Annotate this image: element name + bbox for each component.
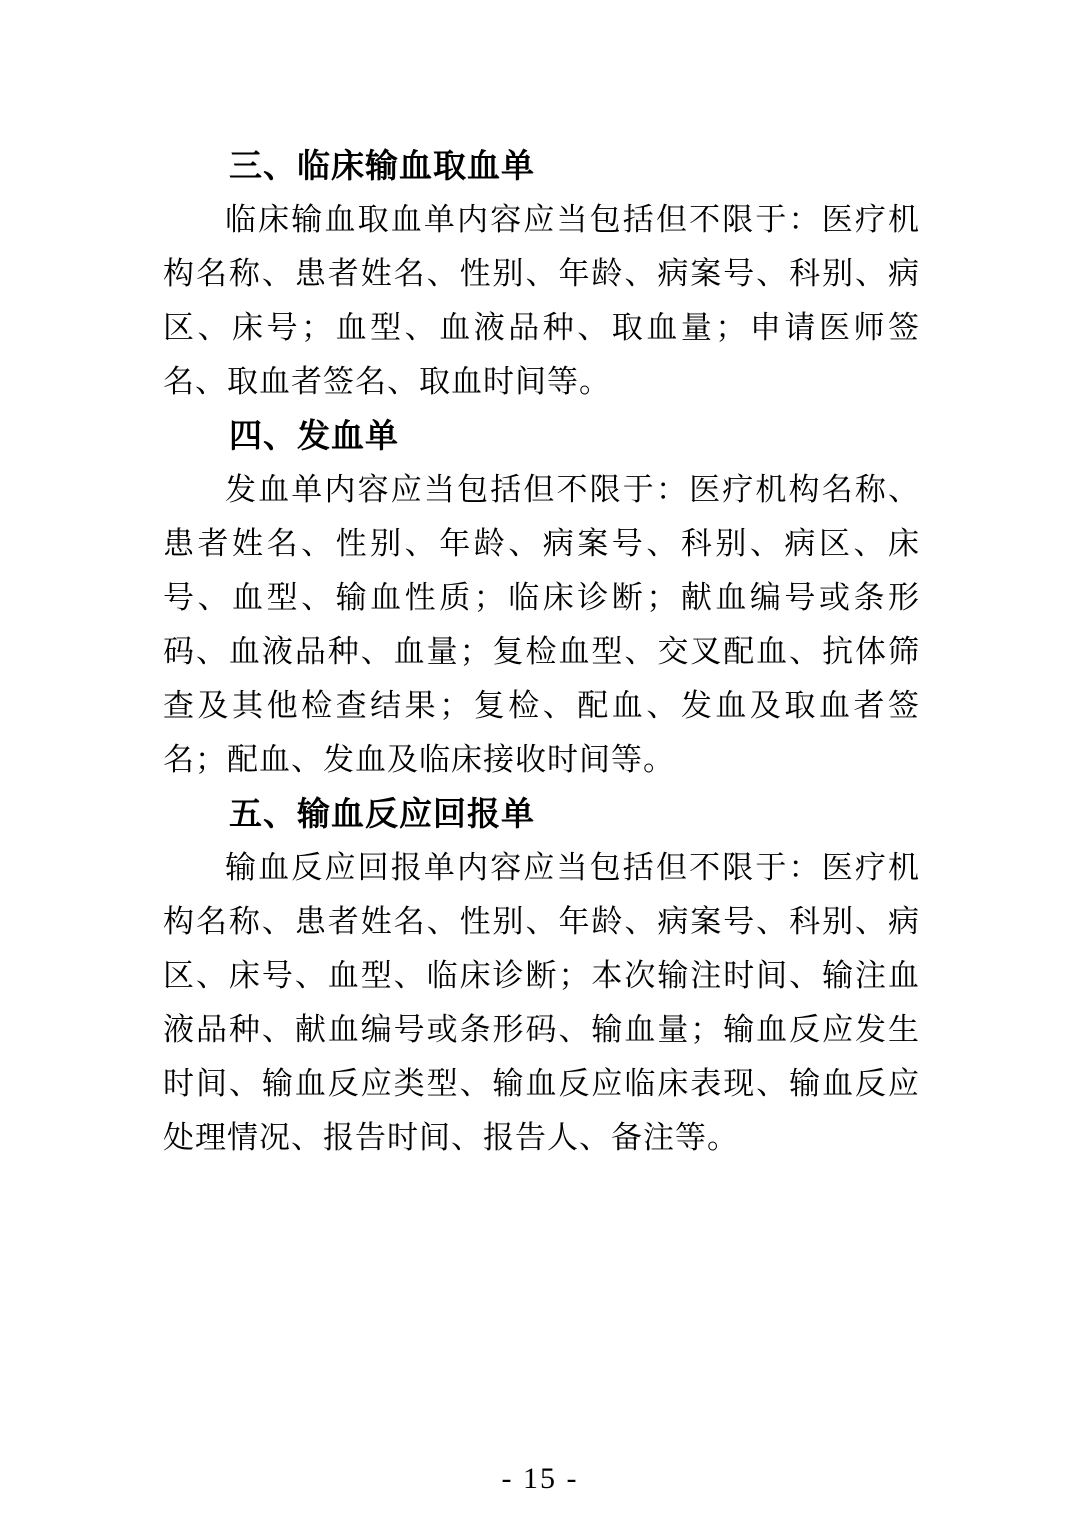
section-heading: 五、输血反应回报单 [229,795,535,832]
section-blood-issue-form [163,409,920,787]
section-clinical-blood-pickup-form [163,139,920,409]
section-paragraph: 临床输血取血单内容应当包括但不限于：医疗机构名称、患者姓名、性别、年龄、病案号、科别、病区、床号；血型、血液品种、取血量；申请医师签名、取血者签名、取血时间等。 [163,202,920,399]
document-body [163,139,920,1165]
section-heading: 四、发血单 [229,417,399,454]
section-heading: 三、临床输血取血单 [229,147,535,184]
section-transfusion-reaction-report-form [163,787,920,1165]
section-paragraph: 输血反应回报单内容应当包括但不限于：医疗机构名称、患者姓名、性别、年龄、病案号、科别、病区、床号、血型、临床诊断；本次输注时间、输注血液品种、献血编号或条形码、输血量；输血反应发生时间、输血反应类型、输血反应临床表现、输血反应处理情况、报告时间、报告人、备注等。 [163,850,920,1155]
section-paragraph: 发血单内容应当包括但不限于：医疗机构名称、患者姓名、性别、年龄、病案号、科别、病区、床号、血型、输血性质；临床诊断；献血编号或条形码、血液品种、血量；复检血型、交叉配血、抗体筛查及其他检查结果；复检、配血、发血及取血者签名；配血、发血及临床接收时间等。 [163,472,920,777]
page-number: - 15 - [501,1462,579,1495]
